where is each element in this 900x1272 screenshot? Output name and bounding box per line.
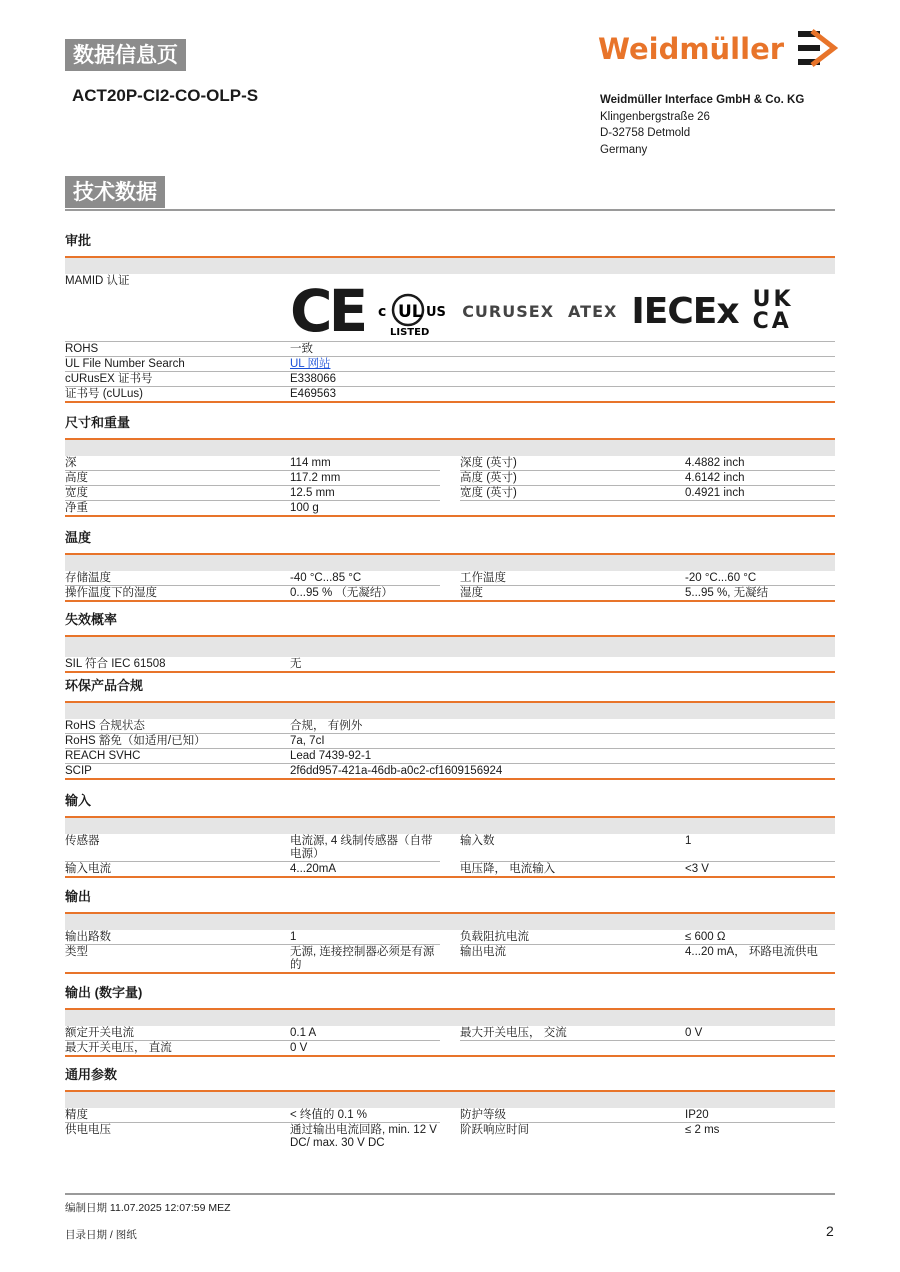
table-row (65, 1123, 835, 1151)
mamid-label: MAMID 认证 (65, 274, 290, 342)
table-row (65, 749, 835, 764)
table-row (65, 456, 835, 471)
row-value: 通过输出电流回路, min. 12 V DC/ max. 30 V DC (290, 1124, 437, 1149)
dimensions-table (65, 456, 835, 515)
svg-text:UL: UL (398, 302, 423, 322)
company-name: Weidmüller Interface GmbH & Co. KG (600, 94, 805, 106)
row-value: IP20 (685, 1108, 835, 1123)
row-label: RoHS 豁免（如适用/已知） (65, 734, 290, 749)
row-value: 无源, 连接控制器必须是有源的 (290, 946, 435, 971)
ukca-top: UK (752, 287, 794, 312)
row-value: 1 (290, 930, 440, 945)
table-row (65, 719, 835, 734)
row-value: 2f6dd957-421a-46db-a0c2-cf1609156924 (290, 765, 503, 777)
row-label: 宽度 (65, 486, 290, 501)
company-address (600, 92, 804, 158)
section-title: 环保产品合规 (65, 675, 835, 703)
section-title: 输出 (65, 886, 835, 914)
row-label: 深度 (英寸) (460, 456, 685, 471)
row-value: <3 V (685, 863, 709, 875)
row-label: ROHS (65, 342, 290, 357)
output-digital-section (65, 982, 835, 1057)
row-value: -20 °C...60 °C (685, 571, 835, 586)
product-name: ACT20P-CI2-CO-OLP-S (72, 86, 259, 105)
tech-data-title: 技术数据 (65, 176, 165, 208)
row-value: 114 mm (290, 456, 440, 471)
weidmuller-logo (598, 28, 838, 68)
row-label: 防护等级 (460, 1108, 685, 1123)
table-row (65, 930, 835, 945)
environment-section (65, 675, 835, 780)
table-row (65, 1041, 835, 1056)
table-row (65, 471, 835, 486)
row-label: 输入电流 (65, 863, 111, 875)
row-label: 阶跃响应时间 (460, 1124, 529, 1136)
general-table (65, 1108, 835, 1150)
table-row (65, 486, 835, 501)
svg-text:US: US (426, 305, 447, 320)
row-label: cURusEX 证书号 (65, 372, 290, 387)
failure-table (65, 657, 835, 671)
footer-divider (65, 1193, 835, 1195)
row-value: < 终值的 0.1 % (290, 1108, 440, 1123)
row-value: 117.2 mm (290, 471, 440, 486)
failure-section (65, 609, 835, 673)
ul-listed-icon (378, 286, 448, 336)
row-label: 操作温度下的湿度 (65, 587, 157, 599)
row-label: 电压降， 电流输入 (460, 863, 556, 875)
row-value: 合规， 有例外 (290, 719, 835, 734)
row-label: 输出路数 (65, 930, 290, 945)
row-value: 0.1 A (290, 1026, 440, 1041)
output-table (65, 930, 835, 972)
general-section (65, 1064, 835, 1150)
address-street: Klingenbergstraße 26 (600, 110, 710, 123)
creation-date: 编制日期 11.07.2025 12:07:59 MEZ (65, 1202, 231, 1214)
row-value: 5...95 %, 无凝结 (685, 587, 769, 599)
approvals-section (65, 230, 835, 403)
table-row (65, 834, 835, 862)
table-row (65, 372, 835, 387)
row-label: 湿度 (460, 587, 483, 599)
row-value: -40 °C...85 °C (290, 571, 440, 586)
row-label: 供电电压 (65, 1124, 111, 1136)
output-section (65, 886, 835, 974)
section-title: 通用参数 (65, 1064, 835, 1092)
section-title: 输入 (65, 790, 835, 818)
row-label: 最大开关电压， 直流 (65, 1042, 172, 1054)
table-row (65, 274, 835, 342)
row-label: SCIP (65, 765, 92, 777)
row-value: 1 (685, 834, 835, 862)
approvals-table (65, 274, 835, 401)
row-value: Lead 7439-92-1 (290, 749, 835, 764)
table-row (65, 1108, 835, 1123)
address-country: Germany (600, 143, 648, 156)
row-value: E469563 (290, 388, 337, 400)
table-row (65, 862, 835, 877)
address-city: D-32758 Detmold (600, 127, 691, 139)
logo-wordmark: Weidmüller (598, 32, 785, 66)
row-label: 输入数 (460, 834, 685, 862)
row-label: 宽度 (英寸) (460, 486, 685, 501)
document-title: 数据信息页 (65, 39, 186, 71)
ukca-mark-icon (753, 289, 794, 333)
certification-logos (290, 275, 835, 345)
table-row (65, 586, 835, 601)
row-value: 7a, 7cI (290, 734, 835, 749)
table-row (65, 734, 835, 749)
row-label: 精度 (65, 1108, 290, 1123)
row-value: ≤ 600 Ω (685, 930, 835, 945)
dimensions-section (65, 412, 835, 517)
row-value: 4...20mA (290, 863, 337, 875)
row-value: 4.4882 inch (685, 456, 835, 471)
row-label: 深 (65, 456, 290, 471)
row-label: RoHS 合规状态 (65, 719, 290, 734)
page-number: 2 (826, 1223, 834, 1239)
row-value: ≤ 2 ms (685, 1124, 720, 1136)
curusex-logo: CURUSEX (462, 301, 555, 321)
table-row (65, 571, 835, 586)
row-value: 0 V (685, 1026, 835, 1041)
row-label: 高度 (英寸) (460, 471, 685, 486)
ul-website-link[interactable]: UL 网站 (290, 358, 331, 370)
row-value: 0...95 % （无凝结） (290, 587, 393, 599)
input-section (65, 790, 835, 878)
row-label: 输出电流 (460, 946, 506, 958)
row-label: 类型 (65, 946, 88, 958)
row-value: 一致 (290, 342, 835, 357)
row-label: 负载阻抗电流 (460, 930, 685, 945)
temperature-section (65, 527, 835, 602)
row-label: 工作温度 (460, 571, 685, 586)
tech-data-header (65, 176, 835, 211)
svg-text:LISTED: LISTED (390, 327, 430, 336)
row-value: 电流源, 4 线制传感器（自带电源） (290, 834, 440, 862)
table-row (65, 357, 835, 372)
row-value: 无 (290, 658, 302, 670)
svg-text:c: c (378, 304, 387, 320)
table-row (65, 945, 835, 973)
row-value: 0.4921 inch (685, 486, 835, 501)
catalog-date: 目录日期 / 图纸 (65, 1229, 137, 1241)
section-title: 温度 (65, 527, 835, 555)
row-label: UL File Number Search (65, 357, 290, 372)
row-label: 证书号 (cULus) (65, 388, 143, 400)
row-value: 4.6142 inch (685, 471, 835, 486)
row-label: 高度 (65, 471, 290, 486)
table-row (65, 387, 835, 402)
temperature-table (65, 571, 835, 600)
section-title: 尺寸和重量 (65, 412, 835, 440)
row-value: 0 V (290, 1042, 308, 1054)
row-label: 最大开关电压， 交流 (460, 1026, 685, 1041)
table-row (65, 501, 835, 516)
ukca-bottom: CA (752, 309, 792, 334)
output-digital-table (65, 1026, 835, 1055)
table-row (65, 342, 835, 357)
row-label: 额定开关电流 (65, 1026, 290, 1041)
row-value: E338066 (290, 372, 835, 387)
cert-logos-cell (290, 274, 835, 345)
row-label: 存储温度 (65, 571, 290, 586)
section-title: 审批 (65, 230, 835, 258)
atex-logo: ATEX (568, 301, 618, 321)
ce-mark-icon: CE (290, 277, 365, 345)
section-title: 失效概率 (65, 609, 835, 637)
environment-table (65, 719, 835, 778)
row-value: 100 g (290, 502, 319, 514)
row-label: REACH SVHC (65, 749, 290, 764)
table-row (65, 1026, 835, 1041)
table-row (65, 764, 835, 779)
iecex-logo: IECEx (631, 290, 739, 332)
row-value: 12.5 mm (290, 486, 440, 501)
table-row (65, 657, 835, 671)
input-table (65, 834, 835, 876)
section-title: 输出 (数字量) (65, 982, 835, 1010)
row-value: 4...20 mA， 环路电流供电 (685, 946, 818, 958)
row-label: 净重 (65, 502, 88, 514)
row-label: 传感器 (65, 834, 290, 862)
row-label: SIL 符合 IEC 61508 (65, 658, 166, 670)
